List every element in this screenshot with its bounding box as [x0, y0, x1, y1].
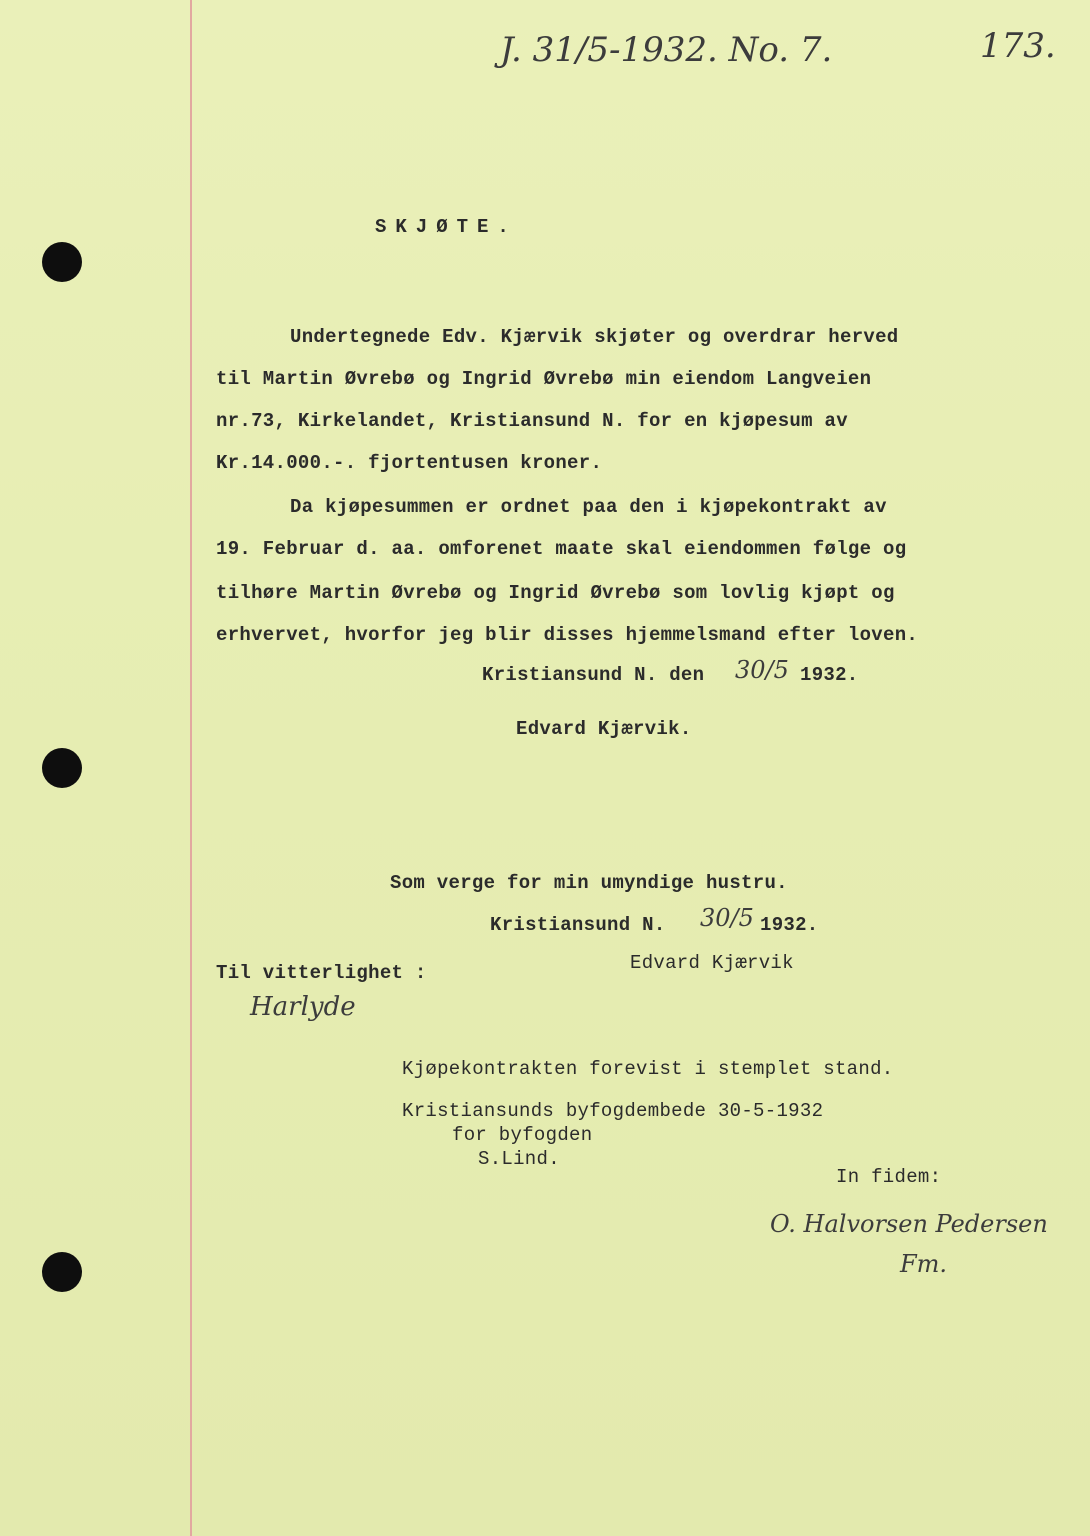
place-date-prefix: Kristiansund N.: [490, 914, 666, 936]
margin-line: [190, 0, 192, 1536]
document-title: SKJØTE.: [375, 216, 518, 238]
handwritten-date: 30/5: [700, 904, 754, 932]
punch-hole-icon: [42, 242, 82, 282]
body-line: tilhøre Martin Øvrebø og Ingrid Øvrebø som lovlig kjøpt og: [216, 582, 895, 604]
body-line: 19. Februar d. aa. omforenet maate skal eiendommen følge og: [216, 538, 907, 560]
guardian-signature: Edvard Kjærvik: [630, 952, 794, 974]
handwritten-date: 30/5: [735, 656, 789, 684]
punch-hole-icon: [42, 1252, 82, 1292]
court-line: S.Lind.: [478, 1148, 560, 1170]
place-date-year: 1932.: [760, 914, 819, 936]
seller-signature: Edvard Kjærvik.: [516, 718, 692, 740]
page-number: 173.: [980, 26, 1056, 66]
stamp-note: Kjøpekontrakten forevist i stemplet stand.: [402, 1058, 894, 1080]
body-line: erhvervet, hvorfor jeg blir disses hjemmelsmand efter loven.: [216, 624, 919, 646]
court-line: for byfogden: [452, 1124, 593, 1146]
clerk-title: Fm.: [900, 1250, 948, 1278]
punch-hole-icon: [42, 748, 82, 788]
witness-signature: Harlyde: [250, 992, 356, 1022]
body-line: Kr.14.000.-. fjortentusen kroner.: [216, 452, 603, 474]
journal-note: J. 31/5-1932. No. 7.: [500, 30, 833, 70]
witness-label: Til vitterlighet :: [216, 962, 427, 984]
body-line: til Martin Øvrebø og Ingrid Øvrebø min eiendom Langveien: [216, 368, 872, 390]
place-date-year: 1932.: [800, 664, 859, 686]
body-line: nr.73, Kirkelandet, Kristiansund N. for en kjøpesum av: [216, 410, 848, 432]
court-line: Kristiansunds byfogdembede 30-5-1932: [402, 1100, 824, 1122]
place-date-prefix: Kristiansund N. den: [482, 664, 705, 686]
guardian-note: Som verge for min umyndige hustru.: [390, 872, 788, 894]
in-fidem-label: In fidem:: [836, 1166, 942, 1188]
body-line: Da kjøpesummen er ordnet paa den i kjøpekontrakt av: [290, 496, 887, 518]
clerk-signature: O. Halvorsen Pedersen: [770, 1210, 1048, 1238]
body-line: Undertegnede Edv. Kjærvik skjøter og overdrar herved: [290, 326, 899, 348]
